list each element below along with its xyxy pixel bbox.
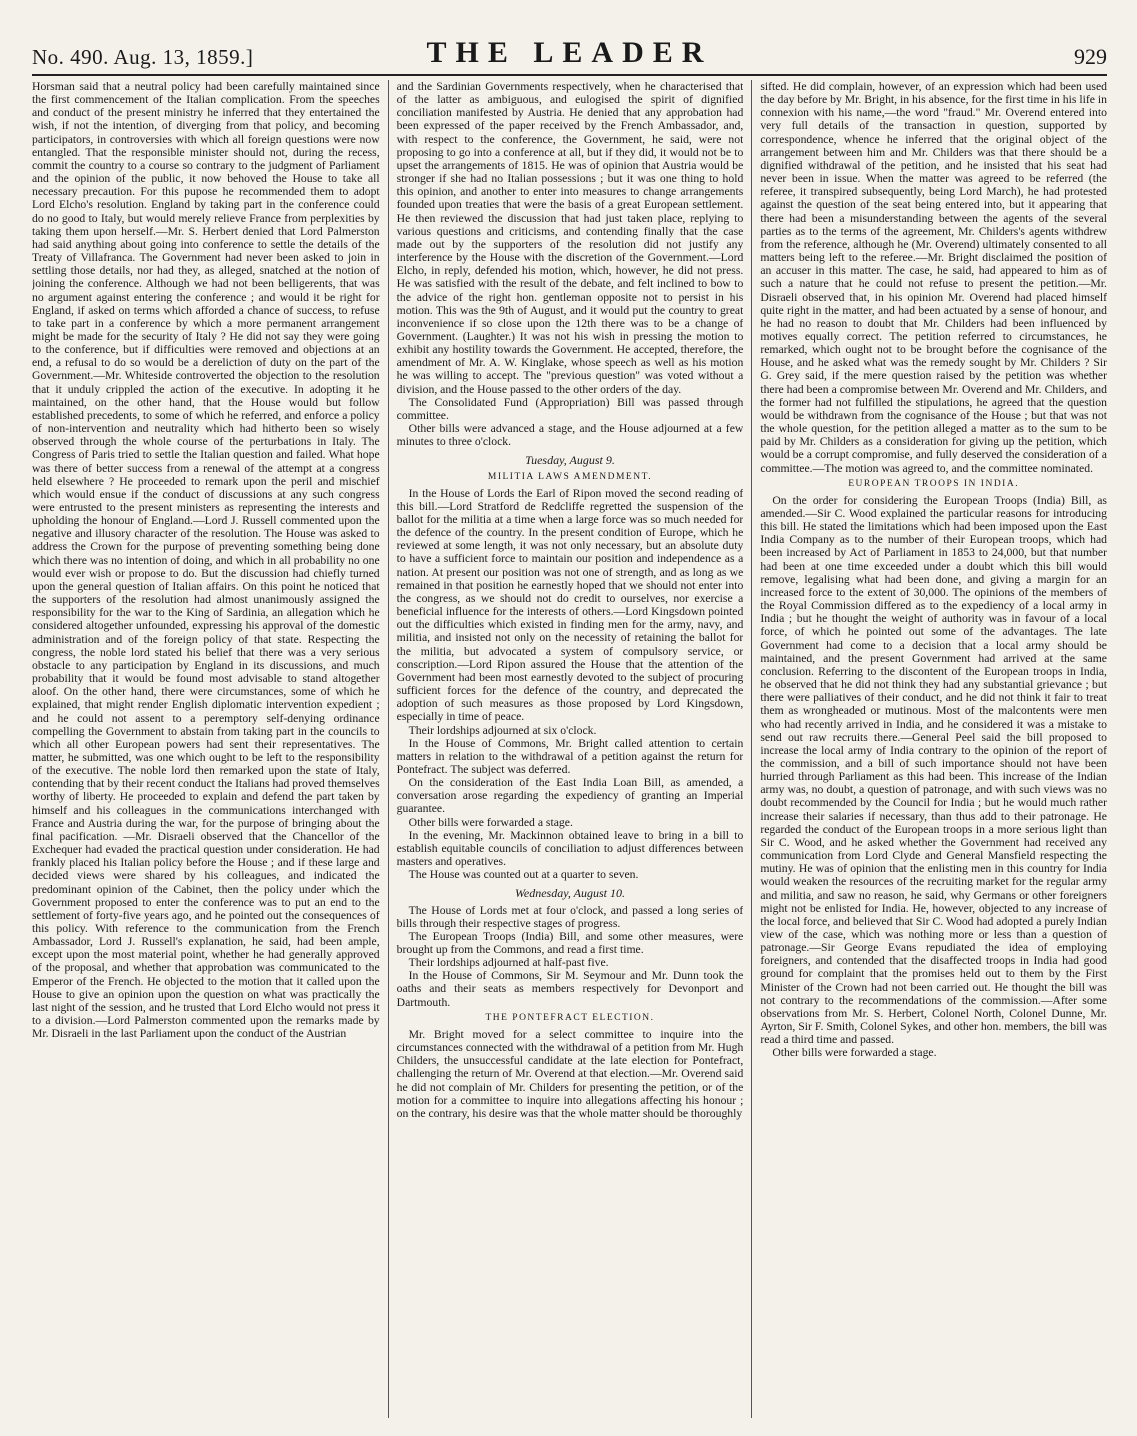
paragraph: and the Sardinian Governments respectively, when he characterised that of the latter as ambiguous, and eulogised the spirit of dignified conciliation manifested by Austria. He denied that any approbation had been expressed of the paper received by the French Ambassador, and, with respect to the conference, the Government, he said, were not proposing to go into a conference at all, but if they did, it would not be to upset the arrangements of 1815. He was of opinion that Austria would be stronger if she had no Italian possessions ; but it was one thing to hold this opinion, and another to enter into measures to change arrangements founded upon treaties that were the basis of a great European settlement. He then reviewed the discussion that had just taken place, replying to various questions and criticisms, and contending finally that the case made out by the supporters of the resolution did not justify any interference by the House with the discretion of the Government.—Lord Elcho, in reply, defended his motion, which, however, he did not press. He was satisfied with the result of the debate, and felt inclined to bow to the advice of the right hon. gentleman opposite not to persist in his motion. This was the 9th of August, and it would put the country to great inconvenience if so close upon the 12th there was to be a change of Government. (Laughter.) It was not his wish in pressing the motion to exhibit any hostility towards the Government. He accepted, therefore, the amendment of Mr. A. W. Kinglake, whose speech as well as his motion he was willing to accept. The "previous question" was voted without a division, and the House passed to the other orders of the day. bbox=[396, 80, 744, 396]
paragraph: In the House of Commons, Sir M. Seymour and Mr. Dunn took the oaths and their seats as members respectively for Devonport and Dartmouth. bbox=[396, 969, 744, 1009]
page-number: 929 bbox=[1074, 44, 1107, 69]
paragraph: Their lordships adjourned at half-past five. bbox=[408, 956, 609, 970]
paragraph: In the House of Lords the Earl of Ripon moved the second reading of this bill.—Lord Stratford de Redcliffe regretted the suspension of the ballot for the militia at a time when a large force was so much needed for the defence of the country. In the present condition of Europe, which he reviewed at some length, it was not only necessary, but an absolute duty to have a sufficient force to maintain our position and independence as a nation. At present our position was not one of strength, and as long as we remained in that position he earnestly hoped that we should not enter into the congress, as we should not do credit to ourselves, nor exercise a beneficial influence for the interests of others.—Lord Kingsdown pointed out the difficulties which existed in finding men for the army, navy, and militia, and insisted not only on the necessity of retaining the ballot for the militia, but advocated a system of compulsory service, or conscription.—Lord Ripon assured the House that the attention of the Government had been most earnestly devoted to the subject of procuring sufficient forces for the defence of the country, and deprecated the adoption of such measures as those proposed by Lord Kingsdown, especially in time of peace. bbox=[396, 486, 744, 724]
paragraph: In the House of Commons, Mr. Bright called attention to certain matters in relation to the withdrawal of a petition against the return for Pontefract. The subject was deferred. bbox=[396, 736, 744, 776]
section-heading: THE PONTEFRACT ELECTION. bbox=[485, 1012, 655, 1023]
paragraph: Mr. Bright moved for a select committee to inquire into the circumstances connected with the withdrawal of a petition from Mr. Hugh Childers, the unsuccessful candidate at the late election for Pontefract, challenging the return of Mr. Overend at that election.—Mr. Overend said he did not complain of Mr. Childers for presenting the petition, or of the motion for a committee to inquire into allegations affecting his honour ; on the contrary, his desire was that the whole matter should be thoroughly bbox=[396, 1027, 744, 1120]
paragraph: On the consideration of the East India Loan Bill, as amended, a conversation arose regarding the expediency of granting an Imperial guarantee. bbox=[396, 776, 744, 816]
date-subheading: Wednesday, August 10. bbox=[514, 886, 625, 901]
page-header bbox=[32, 36, 1107, 76]
section-heading: EUROPEAN TROOPS IN INDIA. bbox=[848, 478, 1020, 489]
column-1 bbox=[32, 80, 380, 1418]
section-heading: MILITIA LAWS AMENDMENT. bbox=[487, 471, 653, 482]
paragraph: The Consolidated Fund (Appropriation) Bill was passed through committee. bbox=[396, 395, 744, 422]
paragraph: The House was counted out at a quarter to seven. bbox=[408, 868, 639, 882]
column-3 bbox=[751, 80, 1107, 1418]
column-2 bbox=[388, 80, 744, 1418]
paragraph: Other bills were forwarded a stage. bbox=[772, 1046, 937, 1060]
article-columns bbox=[32, 80, 1107, 1418]
paragraph: sifted. He did complain, however, of an expression which had been used the day before by Mr. Bright, in his absence, for the first time in his life in connexion with his name,—the word "fraud." Mr. Overend entered into very full details of the transaction in question, supported by correspondence, whence he inferred that the original object of the arrangement between him and Mr. Childers was that there should be a dignified withdrawal of the petition, and he insisted that his seat had never been in issue. When the matter was agreed to be referred (the referee, it transpired subsequently, being Lord March), he had protested against the question of the seat being entered into, but it appearing that there had been a misunderstanding between the agents of the several parties as to the terms of the agreement, Mr. Childers's agents withdrew from the reference, although he (Mr. Overend) ultimately consented to all matters being left to the referee.—Mr. Bright disclaimed the position of an accuser in this matter. The case, he said, had appeared to him as of such a nature that he could not refuse to present the petition.—Mr. Disraeli observed that, in his opinion Mr. Overend had placed himself quite right in the matter, and had been actuated by a sense of honour, and he had no reason to doubt that Mr. Childers had been influenced by motives equally correct. The petition referred to circumstances, he remarked, which ought not to be brought before the cognisance of the House, and he asked what was the remedy sought by Mr. Childers ? Sir G. Grey said, if the mere question raised by the petition was whether there had been a compromise between Mr. Overend and Mr. Childers, and the former had not fulfilled the stipulations, he agreed that the question would be withdrawn from the cognisance of the House ; but that was not the whole question, for the petition alleged a matter as to the sum to be paid by Mr. Childers as a consideration for giving up the petition, which would be a corrupt compromise, and fully deserved the consideration of a committee.—The motion was agreed to, and the committee nominated. bbox=[760, 80, 1107, 475]
paragraph: On the order for considering the European Troops (India) Bill, as amended.—Sir C. Wood explained the particular reasons for introducing this bill. He stated the limitations which had been imposed upon the East India Company as to the number of their European troops, which had been increased by Act of Parliament in 1853 to 24,000, but that number had been at one time exceeded under a doubt which this bill would remove, legalising what had been done, and giving a margin for an increased force to the extent of 30,000. The opinions of the members of the Royal Commission differed as to the expediency of a local army in India ; but he thought the weight of authority was in favour of a local force, of which he pointed out some of the advantages. The late Government had come to a decision that a local army should be maintained, and the present Government had arrived at the same conclusion. Referring to the discontent of the European troops in India, he observed that he did not think they had any substantial grievance ; but there were palliatives of their conduct, and he did not think it fair to treat them as wrongheaded or mutinous. Most of the malcontents were men who had recently arrived in India, and he considered it was a mistake to send out raw recruits there.—General Peel said the bill proposed to increase the local army of India contrary to the opinion of the report of the commission, and a bill of such importance should not have been hurried through Parliament as this had been. This increase of the Indian army was, no doubt, a question of patronage, and with such views was no doubt recommended by the Council for India ; but he would much rather increase their salaries if necessary, than thus add to their patronage. He regarded the conduct of the European troops in a more serious light than Sir C. Wood, and he asked whether the Government had received any communication from Lord Clyde and General Mansfield respecting the mutiny. He was of opinion that the enlisting men in this country for India would weaken the resources of the recruiting market for the regular army and militia, and saw no reason, he said, why Germans or other foreigners might not be enlisted for India. He, however, objected to any increase of the local force, and believed that Sir C. Wood had adopted a purely Indian view of the case, which was nothing more or less than a question of patronage.—Sir George Evans repudiated the idea of employing foreigners, and contended that the disaffected troops in India had good ground for complaint that the promises held out to them by the First Minister of the Crown had not been carried out. He thought the bill was not contrary to the recommendations of the commission.—After some observations from Mr. S. Herbert, Colonel North, Colonel Dunne, Mr. Ayrton, Sir F. Smith, Colonel Sykes, and other hon. members, the bill was read a third time and passed. bbox=[760, 493, 1107, 1047]
date-subheading: Tuesday, August 9. bbox=[525, 453, 615, 468]
paragraph: Other bills were forwarded a stage. bbox=[408, 815, 573, 829]
paragraph: The House of Lords met at four o'clock, and passed a long series of bills through their respective stages of progress. bbox=[396, 903, 744, 930]
paragraph: Other bills were advanced a stage, and the House adjourned at a few minutes to three o'clock. bbox=[396, 422, 744, 449]
paragraph: Horsman said that a neutral policy had been carefully maintained since the first commencement of the Italian complication. From the speeches and conduct of the present ministry he inferred that they entertained the wish, if not the intention, of diverging from that policy, and becoming participators, in controversies with which all foreign questions were now entangled. That the responsible minister should not, during the recess, commit the country to a course so contrary to the judgment of Parliament and the opinion of the public, it now behoved the House to take all necessary precaution. For this pupose he recommended them to adopt Lord Elcho's resolution. England by taking part in the conference could do no good to Italy, but would merely relieve France from perplexities by taking them upon herself.—Mr. S. Herbert denied that Lord Palmerston had said anything about going into conference to settle the details of the Treaty of Villafranca. The Government had never been asked to join in settling those details, nor had they, as alleged, snatched at the notion of joining the conference. Although we had not been belligerents, that was no argument against entering the conference ; and would it be right for England, if asked on terms which afforded a chance of success, to refuse to take part in a conference by which a more permanent arrangement might be made for the security of Italy ? He did not say they were going to the conference, but if difficulties were removed and objections at an end, a refusal to do so would be a dereliction of duty on the part of the Government.—Mr. Whiteside controverted the objection to the resolution that it unduly crippled the action of the executive. In adopting it he maintained, on the other hand, that the House would but follow established precedents, to some of which he referred, and enforce a policy of non-intervention and neutrality which had hitherto been so wisely observed through the whole course of the perturbations in Italy. The Congress of Paris tried to settle the Italian question and failed. What hope was there of better success from a renewal of the attempt at a congress held elsewhere ? He proceeded to remark upon the peril and mischief which would ensue if the conduct of discussions at any such congress were entrusted to the present ministers as representing the interests and upholding the honour of England.—Lord J. Russell commented upon the negative and illusory character of the resolution. The House was asked to address the Crown for the purpose of preventing something being done which there was no intention of doing, and which in all probability no one would ever wish or propose to do. But the discussion had chiefly turned upon the general question of Italian affairs. On this point he noticed that the supporters of the resolution had almost unanimously assigned the responsibility for the war to the King of Sardinia, an allegation which he considered altogether unfounded, expressing his approval of the domestic administration and of the foreign policy of that state. Respecting the congress, the noble lord stated his belief that there was a very serious obstacle to any participation by England in its discussions, and much probability that it would be found most advisable to stand altogether aloof. On the other hand, there were circumstances, some of which he explained, that might render English diplomatic intervention expedient ; and he could not assent to a peremptory self-denying ordinance compelling the Government to abstain from taking part in the councils to which all other European powers had sent their representatives. The matter, he submitted, was one which ought to be left to the responsibility of the executive. The noble lord then remarked upon the state of Italy, contending that by their recent conduct the Italians had proved themselves worthy of liberty. He proceeded to explain and defend the part taken by himself and his colleagues in the communications interchanged with France and Austria during the war, for the purpose of bringing about the final pacification. —Mr. Disraeli observed that the Chancellor of the Exchequer had evaded the practical question under consideration. He had frankly placed his Italian policy before the House ; and if these large and decided views were shared by his colleagues, and indicated the predominant opinion of the Cabinet, then the policy under which the Government proposed to enter the conference was to put an end to the settlement of forty-five years ago, and he pointed out the consequences of this policy. With reference to the communication from the French Ambassador, Lord J. Russell's explanation, he said, had been ample, except upon the most material point, whether he had generally approved of the proposal, and whether that approbation was communicated to the Emperor of the French. He objected to the motion that it called upon the House to give an opinion upon the question on what was practically the last night of the session, and he trusted that Lord Elcho would not press it to a division.—Lord Palmerston commented upon the remarks made by Mr. Disraeli in the last Parliament upon the conduct of the Austrian bbox=[32, 80, 380, 1041]
paragraph: Their lordships adjourned at six o'clock. bbox=[408, 723, 597, 737]
issue-date: No. 490. Aug. 13, 1859.] bbox=[32, 45, 254, 69]
masthead-title: THE LEADER bbox=[426, 36, 713, 69]
paragraph: The European Troops (India) Bill, and some other measures, were brought up from the Commons, and read a first time. bbox=[396, 929, 744, 956]
paragraph: In the evening, Mr. Mackinnon obtained leave to bring in a bill to establish equitable councils of conciliation to adjust differences between masters and operatives. bbox=[396, 828, 744, 869]
